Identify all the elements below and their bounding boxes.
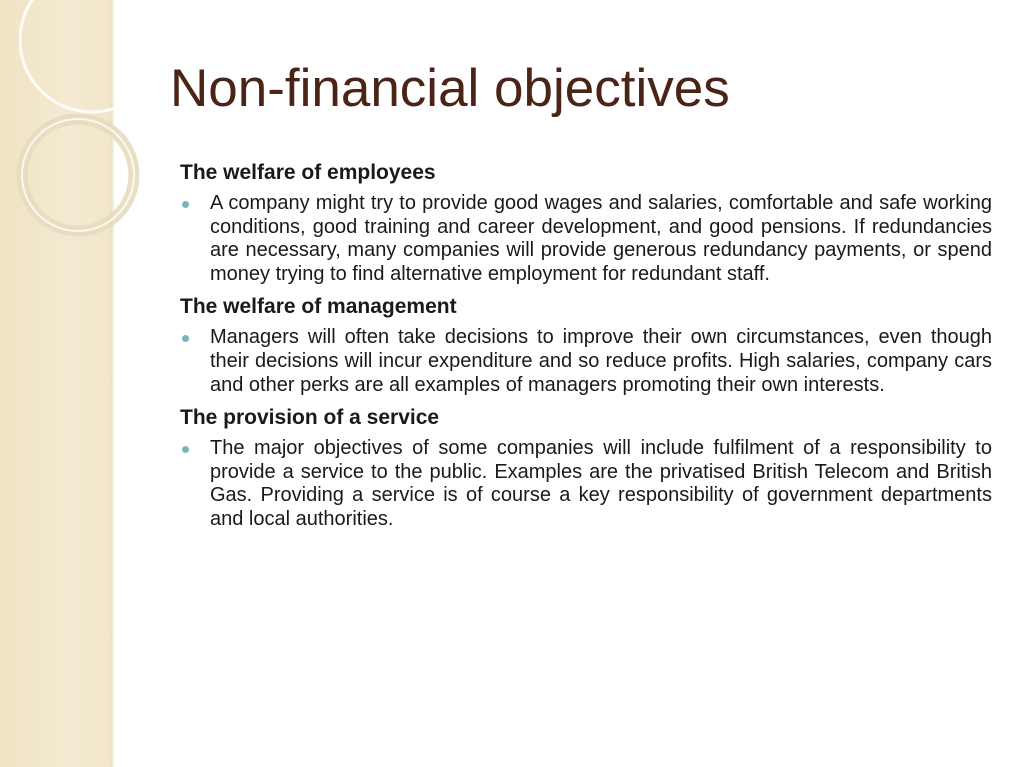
decorative-circle-small xyxy=(22,119,134,231)
bullet-text: Managers will often take decisions to improve their own circumstances, even though their decisions will incur expenditure and so reduce profits. High salaries, company cars and other perks are all examples of managers promoting their own interests. xyxy=(210,326,992,396)
bullet-item xyxy=(180,326,992,397)
slide-content xyxy=(180,160,992,540)
bullet-dot-icon xyxy=(182,446,189,453)
bullet-text: A company might try to provide good wages and salaries, comfortable and safe working conditions, good training and career development, and good pensions. If redundancies are necessary, many companies will provide generous redundancy payments, or spend money trying to find alternative employment for redundant staff. xyxy=(210,192,992,285)
section-heading: The welfare of management xyxy=(180,295,457,319)
decorative-circle-large xyxy=(20,0,164,112)
section-management xyxy=(180,294,992,397)
decorative-circles-icon xyxy=(0,0,200,300)
section-service xyxy=(180,405,992,531)
bullet-dot-icon xyxy=(182,335,189,342)
bullet-text: The major objectives of some companies will include fulfilment of a responsibility to provide a service to the public. Examples are the privatised British Telecom and British Gas. Providing a service is of course a key responsibility of government departments and local authorities. xyxy=(210,437,992,530)
bullet-dot-icon xyxy=(182,201,189,208)
section-heading: The provision of a service xyxy=(180,406,440,430)
section-employees xyxy=(180,160,992,286)
slide-title: Non-financial objectives xyxy=(170,59,730,118)
bullet-item xyxy=(180,192,992,286)
bullet-item xyxy=(180,437,992,531)
section-heading: The welfare of employees xyxy=(180,161,436,184)
